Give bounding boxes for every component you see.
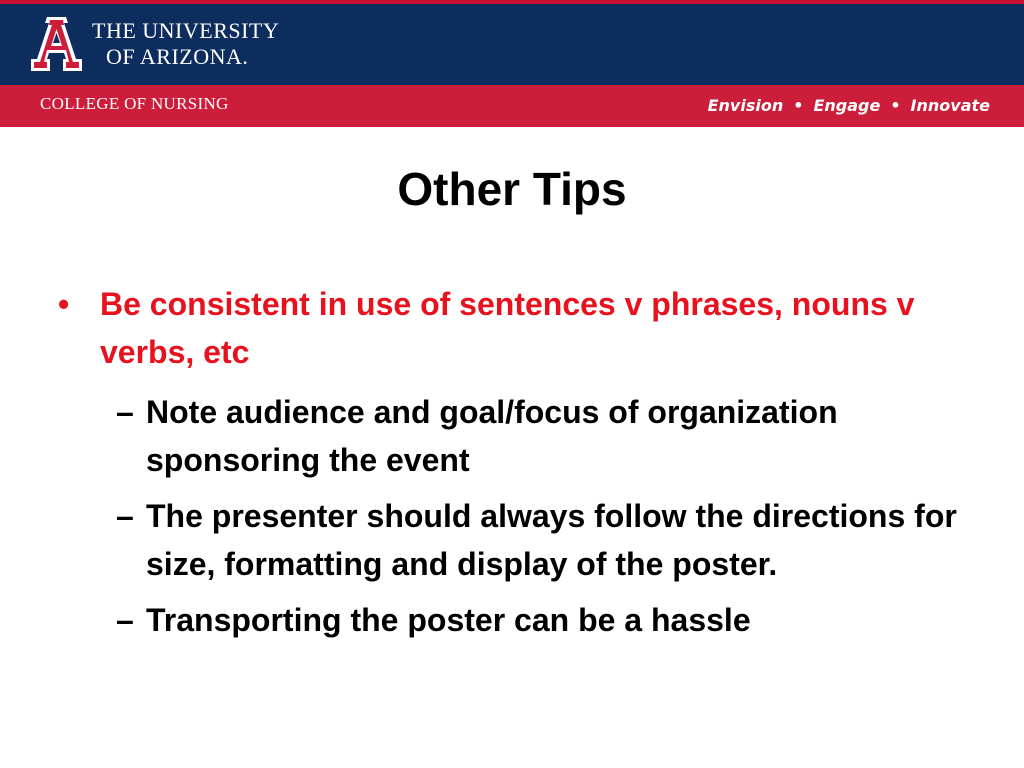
university-name-line1: THE UNIVERSITY (92, 18, 280, 43)
tagline (708, 96, 990, 115)
dash-mark: – (116, 498, 134, 534)
sub-bullet (116, 492, 998, 588)
main-bullet-text: Be consistent in use of sentences v phrases, nouns v verbs, etc (100, 286, 915, 370)
sub-bullet-text: Note audience and goal/focus of organization sponsoring the event (146, 394, 838, 478)
tagline-engage: Engage (813, 96, 881, 115)
university-name-line2: OF ARIZONA. (106, 44, 249, 69)
bullet-mark: • (58, 286, 70, 322)
sub-bullet-text: The presenter should always follow the directions for size, formatting and display of the poster. (146, 498, 957, 582)
tagline-innovate: Innovate (910, 96, 990, 115)
slide-title: Other Tips (397, 163, 627, 215)
dash-mark: – (116, 602, 134, 638)
main-bullet (58, 280, 998, 376)
tagline-separator: • (793, 96, 804, 115)
sub-bullet (116, 388, 998, 484)
sub-bullet (116, 596, 998, 644)
dash-mark: – (116, 394, 134, 430)
tagline-separator: • (890, 96, 901, 115)
tagline-envision: Envision (707, 96, 784, 115)
sub-bullet-text: Transporting the poster can be a hassle (146, 602, 751, 638)
sub-bullet-list (58, 388, 998, 644)
block-a-logo-icon (29, 15, 84, 73)
university-wordmark (92, 20, 279, 68)
college-name: COLLEGE OF NURSING (40, 94, 229, 113)
slide-content (58, 280, 998, 652)
